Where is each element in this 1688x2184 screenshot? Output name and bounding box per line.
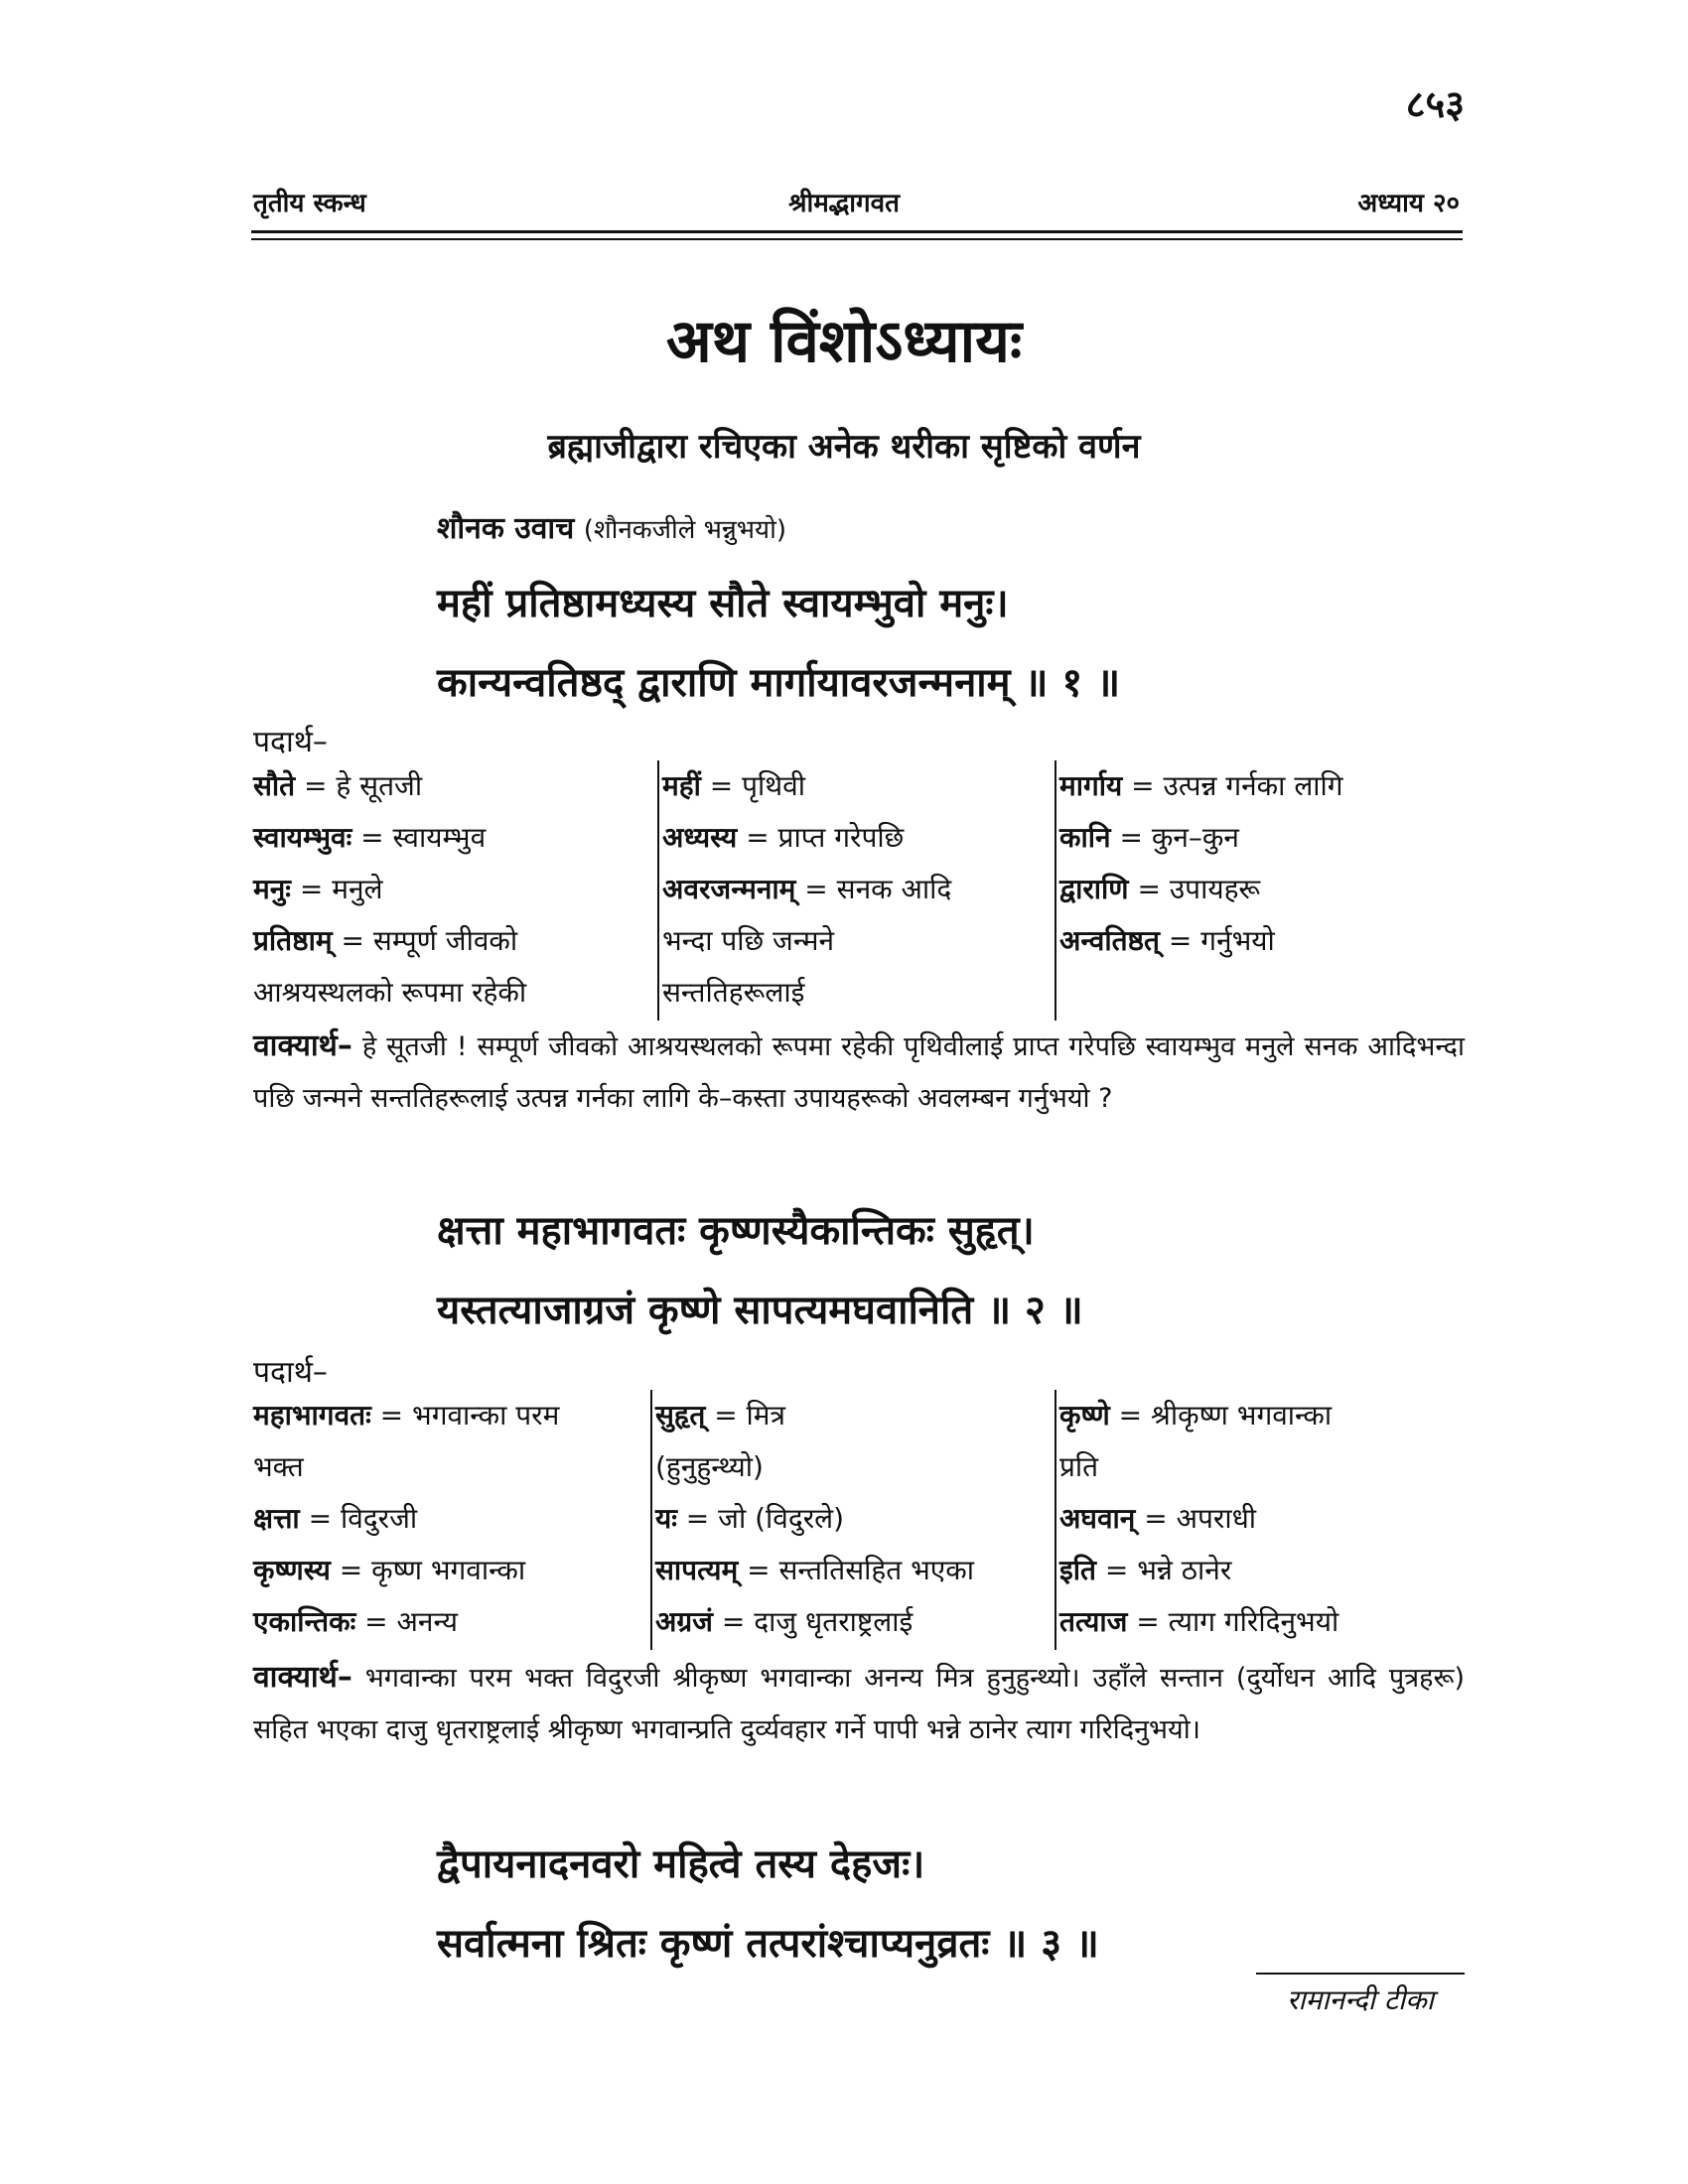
speaker-name: शौनक उवाच — [437, 511, 575, 546]
gloss-column-1 — [253, 760, 526, 1019]
verse-1-line-2: कान्यन्वतिष्ठद् द्वाराणि मार्गायावरजन्मनाम् ॥ १ ॥ — [437, 660, 1121, 706]
gloss-table-1 — [253, 760, 1465, 1023]
gloss-row: मनुः = मनुले — [253, 873, 383, 905]
running-header-left: तृतीय स्कन्ध — [253, 189, 366, 218]
gloss-row: स्वायम्भुवः = स्वायम्भुव — [253, 821, 487, 854]
vakyartha-2 — [253, 1652, 1465, 1756]
gloss-table-2 — [253, 1390, 1465, 1652]
gloss-row: क्षत्ता = विदुरजी — [253, 1502, 418, 1535]
vakyartha-label: वाक्यार्थ– — [253, 1660, 352, 1695]
running-header-center: श्रीमद्भागवत — [788, 189, 900, 218]
verse-2-line-1: क्षत्ता महाभागवतः कृष्णस्यैकान्तिकः सुहृत्। — [437, 1208, 1035, 1254]
gloss-row: सन्ततिहरूलाई — [662, 976, 805, 1009]
gloss-row: महीं = पृथिवी — [662, 769, 806, 802]
column-divider — [650, 1390, 652, 1650]
gloss-row: प्रति — [1059, 1450, 1099, 1483]
footer-commentary-name: रामानन्दी टीका — [1286, 1983, 1435, 2016]
gloss-row: मार्गाय = उत्पन्न गर्नका लागि — [1059, 769, 1343, 802]
gloss-row: कृष्णे = श्रीकृष्ण भगवान्का — [1059, 1399, 1333, 1432]
gloss-column-3 — [1059, 1390, 1338, 1648]
gloss-column-2 — [662, 760, 951, 1019]
gloss-row: सौते = हे सूतजी — [253, 769, 423, 802]
padartha-label: पदार्थ– — [253, 1355, 328, 1390]
gloss-column-2 — [655, 1390, 974, 1648]
gloss-row: एकान्तिकः = अनन्य — [253, 1605, 458, 1638]
gloss-row: द्वाराणि = उपायहरू — [1059, 873, 1261, 905]
page-number: ८५३ — [1405, 82, 1465, 126]
gloss-column-3 — [1059, 760, 1343, 967]
gloss-row: तत्याज = त्याग गरिदिनुभयो — [1059, 1605, 1339, 1638]
gloss-row: सुहृत् = मित्र — [655, 1399, 786, 1432]
speaker-line — [437, 506, 786, 547]
running-header-right: अध्याय २० — [1357, 189, 1460, 218]
verse-3-line-2: सर्वात्मना श्रितः कृष्णं तत्परांश्चाप्यनुव्रतः ॥ ३ ॥ — [437, 1921, 1099, 1967]
gloss-row: अघवान् = अपराधी — [1059, 1502, 1257, 1535]
vakyartha-text: भगवान्का परम भक्त विदुरजी श्रीकृष्ण भगवान्का अनन्य मित्र हुनुहुन्थ्यो। उहाँले सन्तान (दुर्योधन आदि पुत्रहरू) सहित भएका दाजु धृतराष्ट्रलाई श्रीकृष्ण भगवान्प्रति दुर्व्यवहार गर्ने पापी भन्ने ठानेर त्याग गरिदिनुभयो। — [253, 1663, 1465, 1745]
column-divider — [1055, 760, 1056, 1021]
padartha-label: पदार्थ– — [253, 725, 328, 759]
chapter-subtitle: ब्रह्माजीद्वारा रचिएका अनेक थरीका सृष्टिको वर्णन — [547, 427, 1141, 467]
vakyartha-text: हे सूतजी ! सम्पूर्ण जीवको आश्रयस्थलको रूपमा रहेकी पृथिवीलाई प्राप्त गरेपछि स्वायम्भुव मनुले सनक आदिभन्दा पछि जन्मने सन्ततिहरूलाई उत्पन्न गर्नका लागि के–कस्ता उपायहरूको अवलम्बन गर्नुभयो ? — [253, 1031, 1465, 1114]
vakyartha-label: वाक्यार्थ– — [253, 1028, 352, 1063]
speaker-gloss: (शौनकजीले भन्नुभयो) — [583, 515, 787, 545]
gloss-row: (हुनुहुन्थ्यो) — [655, 1450, 764, 1483]
chapter-title: अथ विंशोऽध्यायः — [665, 307, 1023, 376]
gloss-row: आश्रयस्थलको रूपमा रहेकी — [253, 976, 527, 1009]
footer-rule — [1256, 1973, 1465, 1975]
gloss-row: अध्यस्य = प्राप्त गरेपछि — [662, 821, 905, 854]
gloss-row: सापत्यम् = सन्ततिसहित भएका — [655, 1554, 975, 1586]
verse-1-line-1: महीं प्रतिष्ठामध्यस्य सौते स्वायम्भुवो मनुः। — [437, 581, 1009, 626]
gloss-row: प्रतिष्ठाम् = सम्पूर्ण जीवको — [253, 924, 518, 957]
gloss-row: यः = जो (विदुरले) — [655, 1502, 845, 1535]
header-rule — [251, 230, 1463, 233]
gloss-column-1 — [253, 1390, 559, 1648]
gloss-row: कानि = कुन–कुन — [1059, 821, 1239, 854]
verse-3-line-1: द्वैपायनादनवरो महित्वे तस्य देहजः। — [437, 1842, 925, 1887]
gloss-row: अन्वतिष्ठत् = गर्नुभयो — [1059, 924, 1275, 957]
vakyartha-1 — [253, 1021, 1465, 1125]
header-rule-double — [251, 238, 1463, 240]
verse-2-line-2: यस्तत्याजाग्रजं कृष्णे सापत्यमघवानिति ॥ २ ॥ — [437, 1288, 1083, 1333]
column-divider — [1055, 1390, 1056, 1650]
gloss-row: भक्त — [253, 1450, 304, 1483]
gloss-row: भन्दा पछि जन्मने — [662, 924, 835, 957]
column-divider — [657, 760, 659, 1021]
gloss-row: अग्रजं = दाजु धृतराष्ट्रलाई — [655, 1605, 914, 1638]
gloss-row: कृष्णस्य = कृष्ण भगवान्का — [253, 1554, 526, 1586]
gloss-row: महाभागवतः = भगवान्का परम — [253, 1399, 560, 1432]
gloss-row: अवरजन्मनाम् = सनक आदि — [662, 873, 952, 905]
gloss-row: इति = भन्ने ठानेर — [1059, 1554, 1232, 1586]
